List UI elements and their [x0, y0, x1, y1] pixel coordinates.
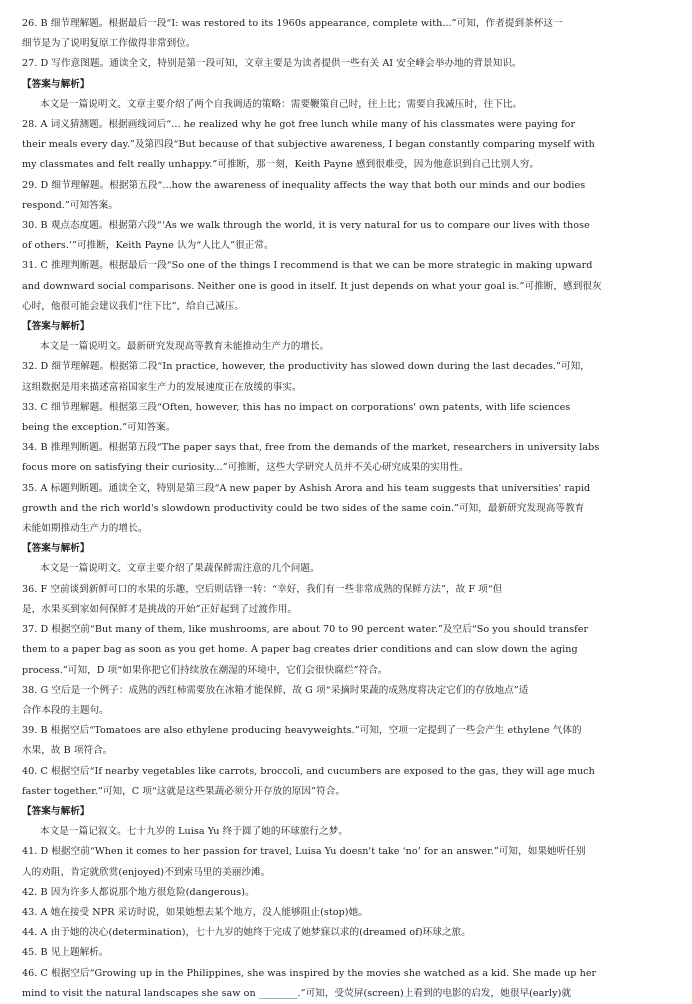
explanation-continuation: mind to visit the natural landscapes she saw on ________.”可知，受荧屏(screen)上看到的电影的启发，她很早(early)就	[22, 987, 572, 999]
answer-item: 45. B 见上题解析。	[22, 947, 109, 959]
section-heading: 【答案与解析】	[22, 805, 90, 817]
section-heading: 【答案与解析】	[22, 78, 90, 90]
answer-item: 32. D 细节理解题。根据第二段“In practice, however, the productivity has slowed down during the last decades.”可知，	[22, 361, 590, 373]
answer-item: 35. A 标题判断题。通读全文，特别是第三段“A new paper by Ashish Arora and his team suggests that universities' rapid	[22, 482, 591, 494]
answer-item: 36. F 空前谈到新鲜可口的水果的乐趣，空后则话锋一转：“幸好，我们有一些非常成熟的保鲜方法”，故 F 项“但	[22, 583, 503, 595]
answer-item: 26. B 细节理解题。根据最后一段“I: was restored to its 1960s appearance, complete with...”可知，作者提到茶杯这一	[22, 18, 563, 29]
explanation-continuation: them to a paper bag as soon as you get home. A paper bag creates drier conditions and can slow down the aging	[22, 644, 578, 656]
answer-item: 30. B 观点态度题。根据第六段“‘As we walk through the world, it is very natural for us to compare our lives with those	[22, 220, 590, 232]
explanation-continuation: focus more on satisfying their curiosity...”可推断，这些大学研究人员并不关心研究成果的实用性。	[22, 462, 469, 474]
passage-summary: 本文是一篇说明文。最新研究发现高等教育未能推动生产力的增长。	[40, 341, 330, 353]
explanation-continuation: 水果，故 B 项符合。	[22, 745, 113, 757]
answer-item: 46. C 根据空后“Growing up in the Philippines, she was inspired by the movies she watched as a kid. She made up her	[22, 967, 597, 979]
answer-item: 41. D 根据空前“When it comes to her passion for travel, Luisa Yu doesn't take ‘no’ for an answer.”可知，如果她听任别	[22, 846, 586, 858]
answer-item: 44. A 由于她的决心(determination)，七十九岁的她终于完成了她梦寐以求的(dreamed of)环球之旅。	[22, 927, 471, 939]
explanation-continuation: 未能如期推动生产力的增长。	[22, 523, 148, 535]
answer-item: 42. B 因为许多人都说那个地方很危险(dangerous)。	[22, 886, 255, 898]
explanation-continuation: growth and the rich world's slowdown productivity could be two sides of the same coin.”可知，最新研究发现高等教育	[22, 502, 585, 514]
explanation-continuation: faster together.”可知，C 项“这就是这些果蔬必须分开存放的原因”符合。	[22, 785, 346, 797]
answer-item: 34. B 推理判断题。根据第五段“The paper says that, free from the demands of the market, researchers in university labs	[22, 442, 600, 454]
explanation-continuation: 心时，他很可能会建议我们“往下比”，给自己减压。	[22, 300, 245, 312]
answer-item: 28. A 词义猜测题。根据画线词后“... he realized why he got free lunch while many of his classmates were paying for	[22, 119, 576, 131]
passage-summary: 本文是一篇记叙文。七十九岁的 Luisa Yu 终于圆了她的环球旅行之梦。	[40, 826, 348, 838]
explanation-continuation: 是，水果买到家如何保鲜才是挑战的开始”正好起到了过渡作用。	[22, 603, 297, 615]
passage-summary: 本文是一篇说明文。文章主要介绍了两个自我调适的策略：需要鞭策自己时，往上比；需要自我减压时，往下比。	[40, 98, 523, 110]
explanation-continuation: their meals every day.”及第四段“But because of that subjective awareness, I began constantly comparing myself with	[22, 139, 595, 151]
answer-item: 31. C 推理判断题。根据最后一段“So one of the things I recommend is that we can be more strategic in making upward	[22, 260, 593, 272]
explanation-continuation: of others.’”可推断，Keith Payne 认为“人比人”很正常。	[22, 240, 274, 252]
explanation-continuation: 人的劝阻，肯定就欣赏(enjoyed)不到索马里的美丽沙滩。	[22, 866, 271, 878]
explanation-continuation: 合作本段的主题句。	[22, 704, 109, 716]
answer-item: 43. A 她在接受 NPR 采访时说，如果她想去某个地方，没人能够阻止(stop)她。	[22, 906, 368, 918]
answer-item: 40. C 根据空后“If nearby vegetables like carrots, broccoli, and cucumbers are exposed to the gas, they will age much	[22, 765, 595, 777]
explanation-continuation: and downward social comparisons. Neither one is good in itself. It just depends on what your goal is.”可推断，感到很灰	[22, 280, 602, 292]
explanation-continuation: 这组数据是用来描述富裕国家生产力的发展速度正在放缓的事实。	[22, 381, 302, 393]
section-heading: 【答案与解析】	[22, 321, 90, 333]
explanation-continuation: my classmates and felt really unhappy.”可推断，那一刻，Keith Payne 感到很难受，因为他意识到自己比别人穷。	[22, 159, 540, 171]
answer-item: 33. C 细节理解题。根据第三段“Often, however, this has no impact on corporations' own patents, with life sciences	[22, 401, 571, 413]
passage-summary: 本文是一篇说明文。文章主要介绍了果蔬保鲜需注意的几个问题。	[40, 563, 320, 575]
answer-item: 27. D 写作意图题。通读全文，特别是第一段可知，文章主要是为读者提供一些有关 AI 安全峰会举办地的背景知识。	[22, 58, 522, 70]
explanation-continuation: process.”可知，D 项“如果你把它们持续放在潮湿的环境中，它们会很快腐烂”符合。	[22, 664, 388, 676]
section-heading: 【答案与解析】	[22, 543, 90, 555]
explanation-continuation: 细节是为了说明复原工作做得非常到位。	[22, 38, 196, 50]
answer-item: 37. D 根据空前“But many of them, like mushrooms, are about 70 to 90 percent water.”及空后“So you should transfer	[22, 624, 589, 636]
answer-item: 38. G 空后是一个例子：成熟的西红柿需要放在冰箱才能保鲜，故 G 项“采摘时果蔬的成熟度将决定它们的存放地点”适	[22, 684, 529, 696]
answer-item: 29. D 细节理解题。根据第五段“...how the awareness of inequality affects the way that both our minds and our bodies	[22, 179, 586, 191]
answer-item: 39. B 根据空后“Tomatoes are also ethylene producing heavyweights.”可知，空项一定提到了一些会产生 ethylene 气体的	[22, 725, 582, 737]
explanation-continuation: being the exception.”可知答案。	[22, 422, 176, 434]
explanation-continuation: respond.”可知答案。	[22, 199, 119, 211]
